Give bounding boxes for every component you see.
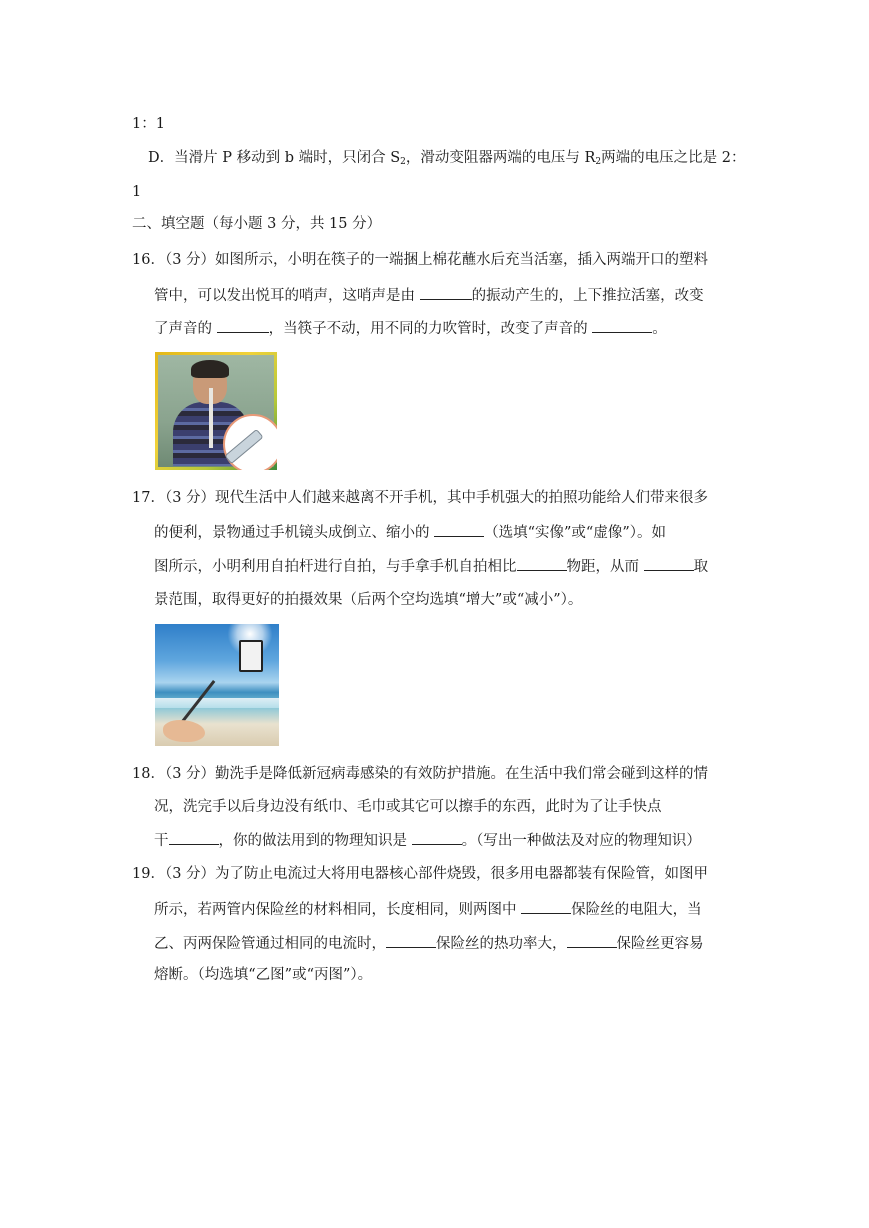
question-19-line3 [154, 933, 704, 954]
text: 的便利，景物通过手机镜头成倒立、缩小的 [154, 525, 435, 541]
answer-blank[interactable] [644, 556, 694, 571]
text: 保险丝更容易 [616, 936, 704, 952]
text: 两端的电压之比是 2： [601, 150, 746, 166]
text: 。 [652, 321, 667, 337]
text: 保险丝的电阻大，当 [571, 902, 702, 918]
question-16 [132, 250, 708, 270]
text: 1：1 [132, 116, 165, 132]
boy-hair [191, 360, 229, 378]
text: 的振动产生的，上下推拉活塞，改变 [471, 288, 704, 304]
option-d [148, 148, 746, 172]
question-16-line2 [154, 285, 704, 306]
text: 二、填空题（每小题 3 分，共 15 分） [132, 216, 382, 232]
text: 乙、丙两保险管通过相同的电流时， [154, 936, 386, 952]
question-18-line3 [154, 830, 701, 851]
answer-blank[interactable] [420, 285, 472, 300]
question-17 [132, 488, 708, 508]
hand [163, 720, 205, 742]
phone-icon [239, 640, 263, 672]
question-17-line2 [154, 522, 666, 543]
chopstick [209, 388, 213, 448]
answer-blank[interactable] [169, 830, 219, 845]
text: 图所示，小明利用自拍杆进行自拍，与手拿手机自拍相比 [154, 559, 517, 575]
question-18 [132, 764, 708, 784]
subscript: 2 [595, 157, 602, 167]
sea-wave [155, 698, 279, 708]
question-18-line2 [154, 797, 662, 817]
question-16-line3 [154, 318, 667, 339]
text: ，你的做法用到的物理知识是 [218, 833, 412, 849]
answer-blank[interactable] [412, 830, 462, 845]
option-d-tail [132, 182, 141, 202]
text: 19．（3 分）为了防止电流过大将用电器核心部件烧毁，很多用电器都装有保险管，如图甲 [132, 866, 709, 882]
answer-blank[interactable] [592, 318, 652, 333]
text: 物距，从而 [566, 559, 644, 575]
question-19-line2 [154, 899, 702, 920]
option-c-tail [132, 114, 165, 134]
boy-whistle-photo [155, 352, 277, 470]
text: 取 [693, 559, 709, 575]
text: 况，洗完手以后身边没有纸巾、毛巾或其它可以擦手的东西，此时为了让手快点 [154, 799, 662, 815]
text: 1 [132, 184, 142, 200]
answer-blank[interactable] [434, 522, 484, 537]
answer-blank[interactable] [217, 318, 269, 333]
answer-blank[interactable] [567, 933, 617, 948]
text: 。（写出一种做法及对应的物理知识） [461, 833, 701, 849]
text: 17．（3 分）现代生活中人们越来越离不开手机，其中手机强大的拍照功能给人们带来很多 [132, 490, 709, 506]
text: （选填“实像”或“虚像”）。如 [484, 525, 667, 541]
text: ，滑动变阻器两端的电压与 R [405, 150, 596, 166]
text: 所示，若两管内保险丝的材料相同，长度相同，则两图中 [154, 902, 522, 918]
question-19 [132, 864, 708, 884]
text: 保险丝的热功率大， [436, 936, 567, 952]
answer-blank[interactable] [521, 899, 571, 914]
section-heading [132, 214, 381, 234]
text: 景范围，取得更好的拍摄效果（后两个空均选填“增大”或“减小”）。 [154, 592, 583, 608]
text: 熔断。（均选填“乙图”或“丙图”）。 [154, 967, 373, 983]
text: 16．（3 分）如图所示，小明在筷子的一端捆上棉花蘸水后充当活塞，插入两端开口的塑料 [132, 252, 709, 268]
text: D．当滑片 P 移动到 b 端时，只闭合 S [148, 150, 401, 166]
text: 18．（3 分）勤洗手是降低新冠病毒感染的有效防护措施。在生活中我们常会碰到这样的情 [132, 766, 709, 782]
answer-blank[interactable] [386, 933, 436, 948]
text: 干 [154, 833, 169, 849]
selfie-stick-photo [155, 624, 279, 746]
subscript: 2 [400, 157, 406, 167]
text: 了声音的 [154, 321, 217, 337]
question-17-line4 [154, 590, 582, 610]
text: ，当筷子不动，用不同的力吹管时，改变了声音的 [268, 321, 593, 337]
question-19-line4 [154, 965, 372, 985]
text: 管中，可以发出悦耳的哨声，这哨声是由 [154, 288, 420, 304]
answer-blank[interactable] [517, 556, 567, 571]
question-17-line3 [154, 556, 708, 577]
